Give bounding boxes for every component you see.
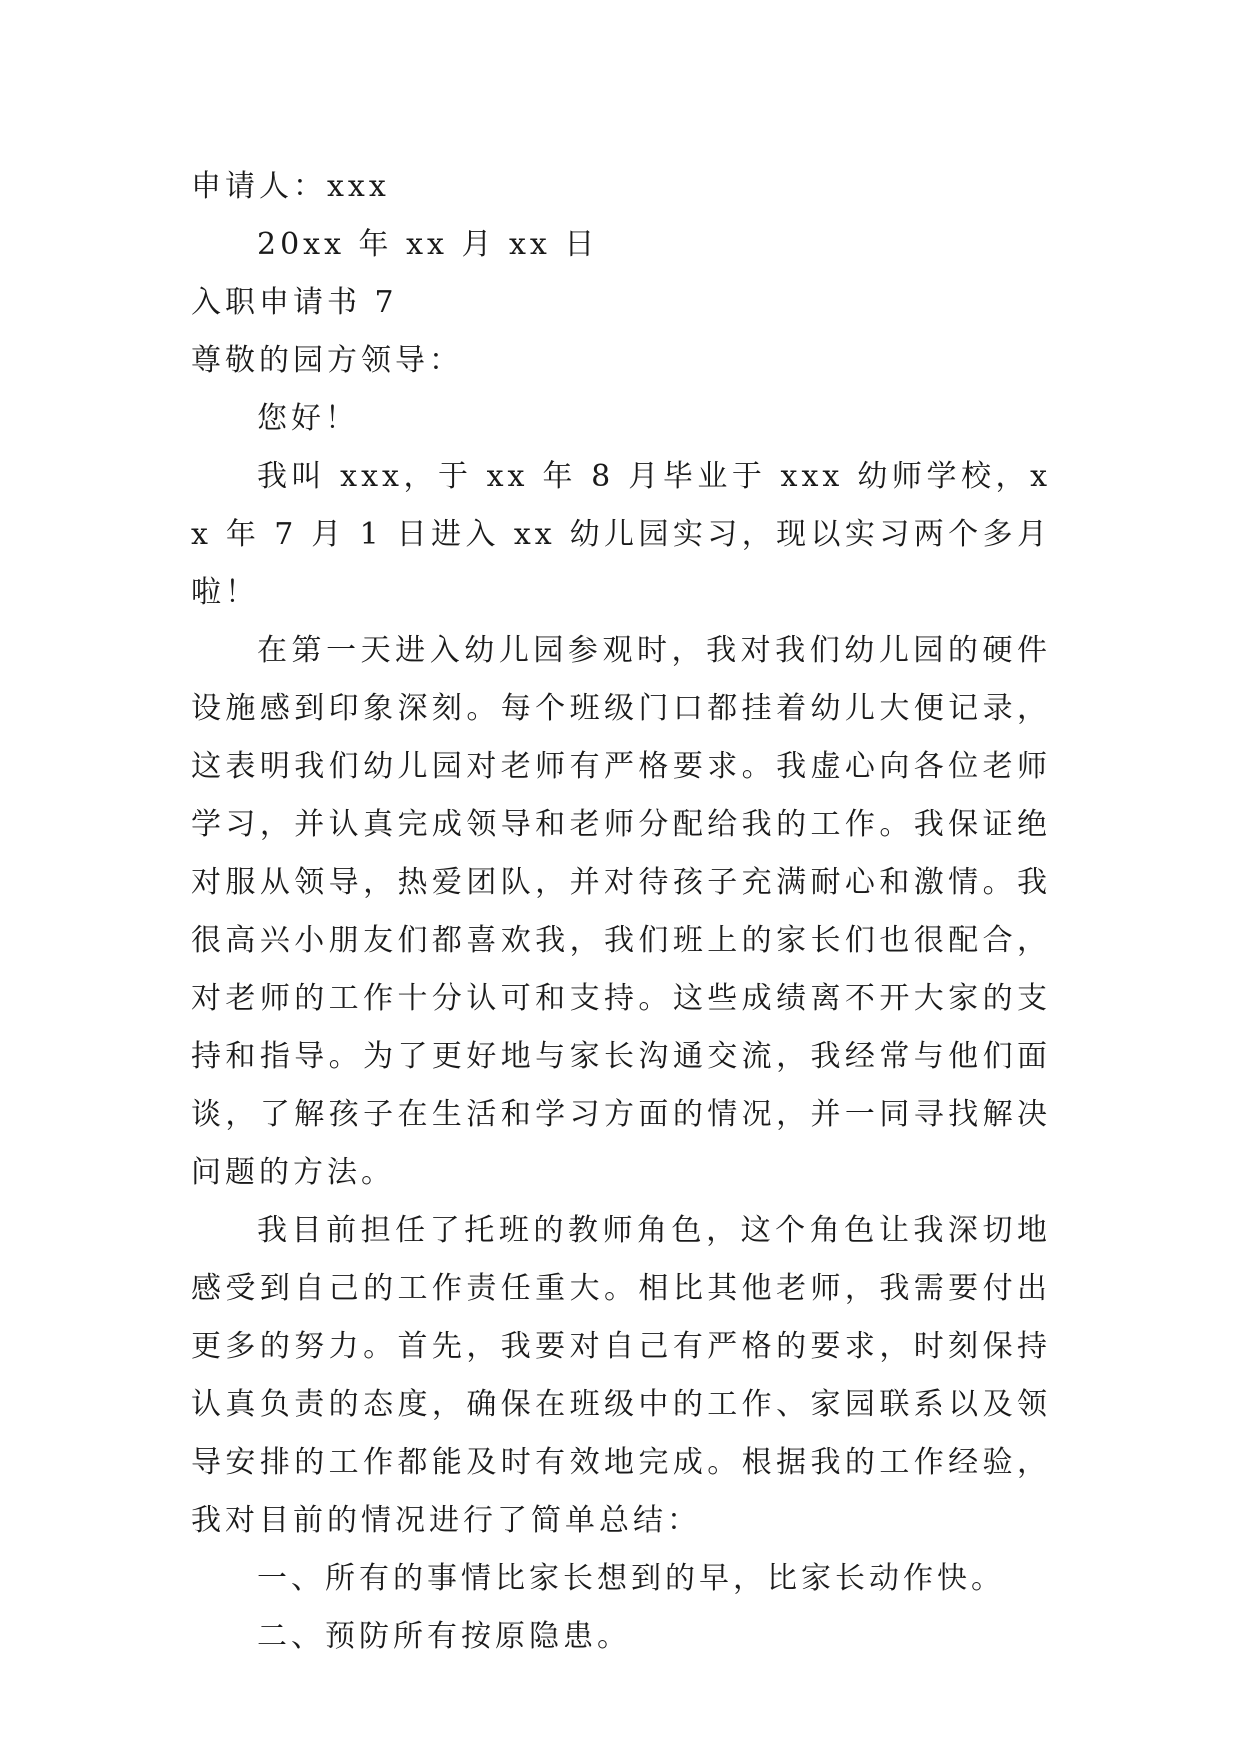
- greeting: 您好！: [257, 401, 359, 436]
- salutation: 尊敬的园方领导：: [191, 343, 463, 378]
- signature-date: 20xx 年 xx 月 xx 日: [257, 227, 599, 262]
- letter-title: 入职申请书 7: [191, 285, 398, 320]
- paragraph-intro: 我叫 xxx，于 xx 年 8 月毕业于 xxx 幼师学校，xx 年 7 月 1 日进入 xx 幼儿园实习，现以实习两个多月啦！: [191, 459, 1051, 610]
- paragraph-first-impression: 在第一天进入幼儿园参观时，我对我们幼儿园的硬件设施感到印象深刻。每个班级门口都挂着幼儿大便记录，这表明我们幼儿园对老师有严格要求。我虚心向各位老师学习，并认真完成领导和老师分配给我的工作。我保证绝对服从领导，热爱团队，并对待孩子充满耐心和激情。我很高兴小朋友们都喜欢我，我们班上的家长们也很配合，对老师的工作十分认可和支持。这些成绩离不开大家的支持和指导。为了更好地与家长沟通交流，我经常与他们面谈，了解孩子在生活和学习方面的情况，并一同寻找解决问题的方法。: [191, 633, 1051, 1190]
- summary-item-2: 二、预防所有按原隐患。: [257, 1619, 631, 1654]
- paragraph-current-role: 我目前担任了托班的教师角色，这个角色让我深切地感受到自己的工作责任重大。相比其他老师，我需要付出更多的努力。首先，我要对自己有严格的要求，时刻保持认真负责的态度，确保在班级中的工作、家园联系以及领导安排的工作都能及时有效地完成。根据我的工作经验，我对目前的情况进行了简单总结：: [191, 1213, 1051, 1538]
- document-body: [191, 158, 1051, 1666]
- applicant-signature: 申请人：xxx: [191, 169, 390, 204]
- summary-item-1: 一、所有的事情比家长想到的早，比家长动作快。: [257, 1561, 1005, 1596]
